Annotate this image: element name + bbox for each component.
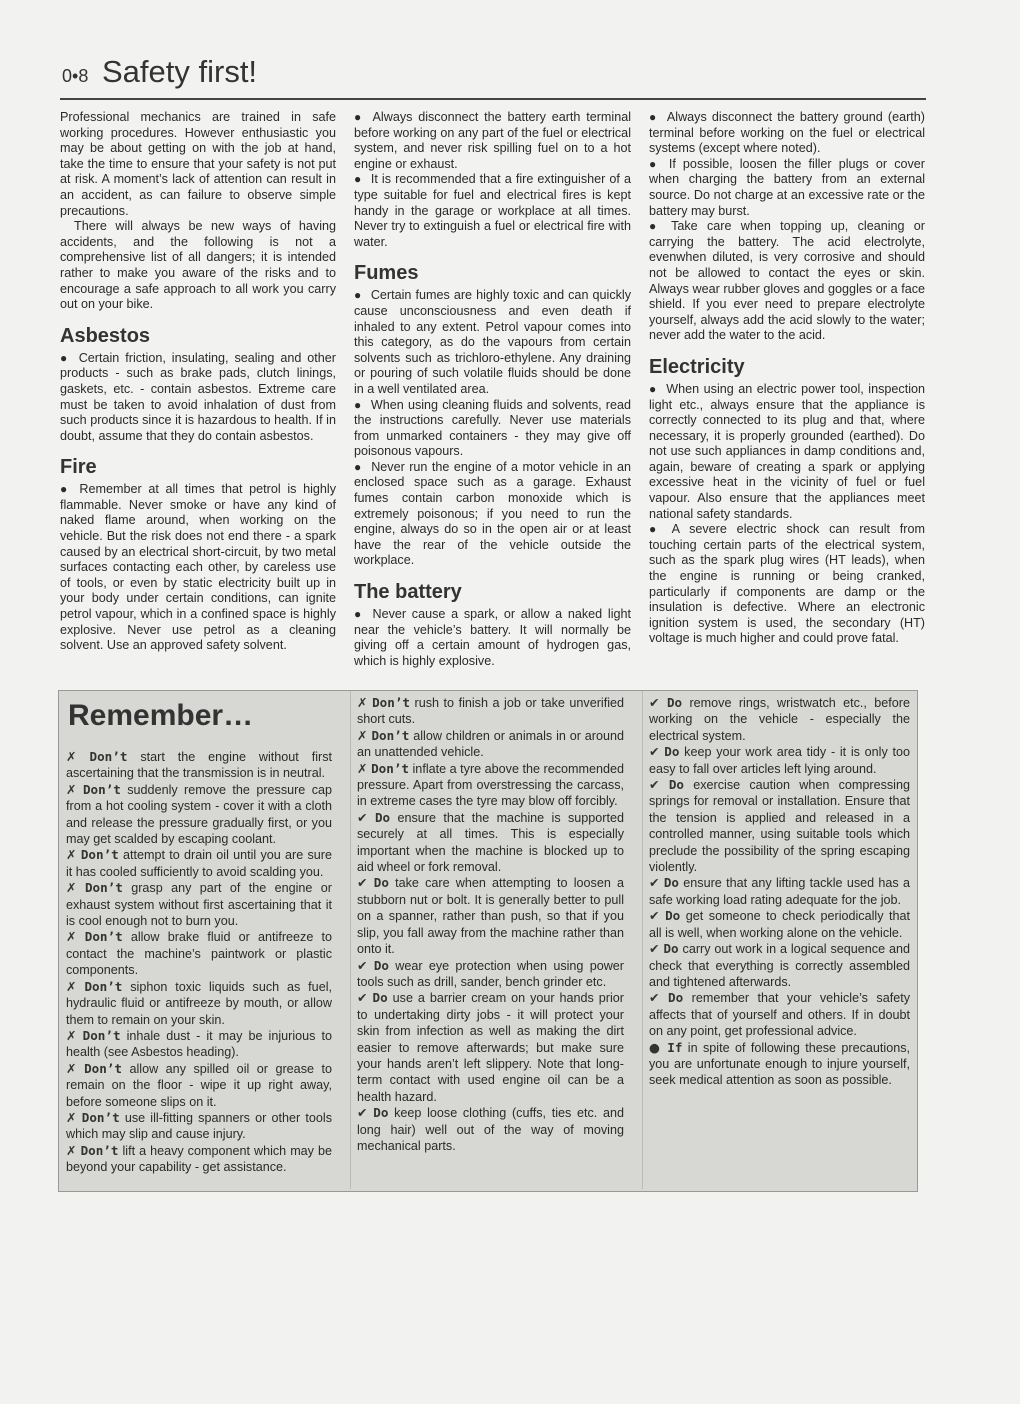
- remember-item: [357, 761, 624, 810]
- cross-icon: ✗: [66, 1027, 77, 1043]
- remember-text: allow children or animals in or around an unattended vehicle.: [357, 728, 625, 760]
- remember-text: use ill-fitting spanners or other tools which may slip and cause injury.: [66, 1110, 332, 1142]
- intro-paragraph: Professional mechanics are trained in safe working procedures. However enthusiastic you may be about getting on with the job at hand, take the time to ensure that your safety is not put at risk. A moment’s lack of attention can result in an accident, as can failure to observe simple precautions.: [60, 110, 336, 218]
- remember-item: [66, 1061, 332, 1110]
- remember-item: [66, 1028, 332, 1061]
- remember-text: take care when attempting to loosen a stubborn nut or bolt. It is generally better to pull on a spanner, rather than push, so that if you slip, you fall away from the machine rather than onto it.: [357, 876, 625, 957]
- remember-keyword: Do: [373, 1105, 389, 1121]
- cross-icon: ✗: [66, 1109, 77, 1125]
- remember-keyword: Do: [663, 941, 679, 957]
- remember-column-3: [642, 691, 916, 1189]
- fumes-bullet: ● When using cleaning fluids and solvents, read the instructions carefully. Never use materials from unmarked containers - they may give off poisonous vapours.: [354, 398, 631, 460]
- remember-text: attempt to drain oil until you are sure it has cooled sufficiently to avoid scalding you.: [66, 848, 332, 879]
- remember-keyword: Don’t: [371, 727, 410, 743]
- remember-item: [649, 695, 910, 744]
- intro-paragraph: There will always be new ways of having accidents, and the following is not a comprehensive list of all dangers; it is intended rather to make you aware of the risks and to encourage a safe approach to all work you carry out on your bike.: [60, 219, 336, 312]
- remember-item: [649, 744, 910, 777]
- cross-icon: ✗: [357, 727, 368, 743]
- page-header: [60, 50, 926, 100]
- remember-item: [649, 1040, 910, 1089]
- checkmark-icon: ✔: [649, 744, 660, 760]
- remember-item: [357, 728, 624, 761]
- remember-text: ensure that the machine is supported securely at all times. This is especially important when the machine is blocked up to aid wheel or fork removal.: [357, 810, 625, 875]
- cross-icon: ✗: [66, 1060, 77, 1076]
- remember-text: rush to finish a job or take unverified short cuts.: [357, 696, 625, 727]
- remember-text: suddenly remove the pressure cap from a hot cooling system - cover it with a cloth and release the pressure gradually first, or you may get scalded by escaping coolant.: [66, 782, 332, 847]
- remember-item: [357, 875, 624, 957]
- remember-item: [66, 782, 332, 848]
- remember-item: [357, 810, 624, 876]
- remember-text: ensure that any lifting tackle used has a safe working load rating adequate for the job.: [649, 876, 910, 907]
- remember-text: start the engine without first ascertaining that the transmission is in neutral.: [66, 750, 332, 781]
- fire-bullet: ● Remember at all times that petrol is highly flammable. Never smoke or have any kind of naked flame around, when working on the vehicle. But the risk does not end there - a spark caused by an electrical short-circuit, by two metal surfaces contacting each other, by careless use of tools, or even by static electricity built up in your body under certain conditions, can ignite petrol vapour, which in a confined space is highly explosive. Never use petrol as a cleaning solvent. Use an approved safety solvent.: [60, 482, 336, 654]
- remember-keyword: Don’t: [80, 1142, 119, 1158]
- remember-keyword: Do: [668, 990, 684, 1006]
- remember-item: [649, 875, 910, 908]
- battery-bullet: ● Always disconnect the battery ground (earth) terminal before working on the fuel or electrical systems (except where noted).: [649, 110, 925, 157]
- remember-item: [357, 958, 624, 991]
- checkmark-icon: ✔: [649, 695, 660, 710]
- remember-text: remove rings, wristwatch etc., before working on the vehicle - especially the electrical system.: [649, 696, 911, 743]
- checkmark-icon: ✔: [357, 1105, 368, 1121]
- remember-text: lift a heavy component which may be beyond your capability - get assistance.: [66, 1143, 332, 1175]
- remember-keyword: Don’t: [371, 760, 409, 776]
- remember-keyword: Don’t: [80, 847, 119, 863]
- cross-icon: ✗: [66, 781, 77, 797]
- cross-icon: ✗: [66, 847, 77, 863]
- electricity-bullet: ● A severe electric shock can result from touching certain parts of the electrical system, such as the spark plug wires (HT leads), when the engine is running or being cranked, particularly if components are damp or the insulation is defective. Where an electronic ignition system is used, the secondary (HT) voltage is much higher and could prove fatal.: [649, 522, 925, 647]
- remember-item: [649, 777, 910, 875]
- electricity-heading: Electricity: [649, 355, 745, 378]
- battery-heading: The battery: [354, 581, 462, 604]
- remember-text: get someone to check periodically that all is well, when working alone on the vehicle.: [649, 909, 911, 940]
- remember-text: inhale dust - it may be injurious to health (see Asbestos heading).: [66, 1028, 332, 1060]
- remember-text: keep your work area tidy - it is only too easy to fall over articles left lying around.: [649, 745, 910, 776]
- remember-keyword: Do: [664, 744, 680, 760]
- fire-bullet: ● Always disconnect the battery earth terminal before working on any part of the fuel or electrical system, and never risk spilling fuel on to a hot engine or exhaust.: [354, 110, 631, 172]
- remember-text: remember that your vehicle’s safety affects that of yourself and others. If in doubt on any point, get professional advice.: [649, 991, 910, 1039]
- cross-icon: ✗: [66, 929, 77, 945]
- remember-text: inflate a tyre above the recommended pressure. Apart from overstressing the carcass, in extreme cases the tyre may blow off forcibly.: [357, 761, 624, 809]
- checkmark-icon: ✔: [649, 990, 660, 1006]
- remember-text: keep loose clothing (cuffs, ties etc. and long hair) well out of the way of moving mechanical parts.: [357, 1106, 624, 1153]
- remember-keyword: Do: [373, 875, 389, 891]
- checkmark-icon: ✔: [357, 875, 368, 891]
- remember-item: [649, 990, 910, 1039]
- remember-keyword: Do: [374, 809, 391, 825]
- fumes-bullet: ● Certain fumes are highly toxic and can quickly cause unconsciousness and even death if inhaled to any extent. Petrol vapour comes into this category, as do the vapours from certain solvents such as trichloro-ethylene. Any draining or pouring of such volatile fluids should be done in a well ventilated area.: [354, 288, 631, 397]
- remember-item: [66, 929, 332, 978]
- battery-bullet: ● Never cause a spark, or allow a naked light near the vehicle’s battery. It will normally be giving off a certain amount of hydrogen gas, which is highly explosive.: [354, 607, 631, 669]
- checkmark-icon: ✔: [649, 777, 660, 793]
- checkmark-icon: ✔: [357, 957, 368, 973]
- remember-item: [66, 749, 332, 782]
- page-number: 0•8: [62, 66, 89, 86]
- remember-column-2: [350, 691, 630, 1189]
- cross-icon: ✗: [66, 880, 77, 896]
- remember-text: siphon toxic liquids such as fuel, hydraulic fluid or antifreeze by mouth, or allow them to remain on your skin.: [66, 979, 332, 1027]
- remember-item: [66, 1110, 332, 1143]
- page-title: Safety first!: [102, 54, 258, 89]
- remember-keyword: Don’t: [84, 1060, 122, 1076]
- remember-item: [66, 847, 332, 880]
- cross-icon: ✗: [66, 749, 77, 764]
- checkmark-icon: ✔: [649, 875, 660, 891]
- remember-text: exercise caution when compressing springs for removal or installation. Ensure that the tension is applied and released in a controlled manner, using suitable tools which preclude the possibility of the spring escaping violently.: [649, 778, 910, 875]
- fumes-bullet: ● Never run the engine of a motor vehicle in an enclosed space such as a garage. Exhaust fumes contain carbon monoxide which is extremely poisonous; if you need to run the engine, always do so in the open air or at least have the rear of the vehicle outside the workplace.: [354, 460, 631, 569]
- electricity-bullet: ● When using an electric power tool, inspection light etc., always ensure that the appliance is correctly connected to its plug and that, where necessary, it is properly grounded (earthed). Do not use such appliances in damp conditions and, again, beware of creating a spark or applying excessive heat in the vicinity of fuel or fuel vapour. Also ensure that the appliances meet national safety standards.: [649, 382, 925, 522]
- column-1: [60, 110, 336, 654]
- remember-keyword: Don’t: [89, 749, 128, 764]
- remember-keyword: Don’t: [84, 929, 123, 945]
- cross-icon: ✗: [66, 1142, 77, 1158]
- remember-item: [649, 908, 910, 941]
- remember-keyword: Don’t: [82, 781, 121, 797]
- remember-keyword: Do: [373, 957, 389, 973]
- remember-text: in spite of following these precautions, you are unfortunate enough to injure yourself, seek medical attention as soon as possible.: [649, 1040, 910, 1088]
- checkmark-icon: ✔: [357, 809, 368, 825]
- remember-item: [357, 990, 624, 1105]
- remember-text: allow brake fluid or antifreeze to contact the machine’s paintwork or plastic components.: [66, 930, 332, 978]
- remember-text: wear eye protection when using power tools such as drill, sander, bench grinder etc.: [357, 958, 624, 989]
- fumes-heading: Fumes: [354, 262, 419, 285]
- fire-heading: Fire: [60, 456, 97, 479]
- remember-keyword: If: [667, 1039, 683, 1055]
- cross-icon: ✗: [357, 760, 368, 776]
- remember-keyword: Don’t: [372, 695, 411, 710]
- remember-item: [357, 695, 624, 728]
- remember-column-1: [60, 691, 338, 1189]
- bullet-icon: ●: [649, 1039, 662, 1055]
- remember-item: [66, 979, 332, 1028]
- fire-bullet: ● It is recommended that a fire extinguisher of a type suitable for fuel and electrical fires is kept handy in the garage or workplace at all times. Never try to extinguish a fuel or electrical fire with water.: [354, 172, 631, 250]
- remember-title: Remember…: [68, 699, 254, 732]
- remember-keyword: Don’t: [84, 880, 123, 896]
- checkmark-icon: ✔: [357, 990, 368, 1006]
- remember-text: grasp any part of the engine or exhaust system without first ascertaining that it is cool enough not to burn you.: [66, 881, 332, 929]
- remember-keyword: Don’t: [84, 978, 123, 994]
- column-3: [649, 110, 925, 647]
- remember-keyword: Do: [665, 908, 681, 924]
- remember-text: carry out work in a logical sequence and check that everything is correctly assembled and tightened afterwards.: [649, 942, 911, 989]
- cross-icon: ✗: [357, 695, 368, 710]
- remember-keyword: Do: [372, 990, 388, 1006]
- remember-keyword: Don’t: [82, 1027, 121, 1043]
- remember-item: [357, 1105, 624, 1154]
- remember-text: use a barrier cream on your hands prior to undertaking dirty jobs - it will protect your skin from infection as well as making the dirt easier to remove afterwards; but make sure your hands aren’t left slippery. Note that long-term contact with used engine oil can be a health hazard.: [357, 991, 624, 1104]
- column-2: [354, 110, 631, 669]
- remember-keyword: Don’t: [81, 1109, 120, 1125]
- remember-keyword: Do: [668, 777, 684, 793]
- remember-box: [58, 690, 918, 1192]
- remember-text: allow any spilled oil or grease to remain on the floor - wipe it up right away, before someone slips on it.: [66, 1061, 332, 1109]
- asbestos-heading: Asbestos: [60, 324, 151, 347]
- checkmark-icon: ✔: [649, 941, 660, 957]
- remember-keyword: Do: [666, 695, 683, 710]
- remember-item: [66, 1143, 332, 1176]
- battery-bullet: ● Take care when topping up, cleaning or carrying the battery. The acid electrolyte, evenwhen diluted, is very corrosive and should not be allowed to contact the eyes or skin. Always wear rubber gloves and goggles or a face shield. If you ever need to prepare electrolyte yourself, always add the acid slowly to the water; never add the water to the acid.: [649, 219, 925, 344]
- battery-bullet: ● If possible, loosen the filler plugs or cover when charging the battery from an external source. Do not charge at an excessive rate or the battery may burst.: [649, 157, 925, 219]
- checkmark-icon: ✔: [649, 908, 660, 924]
- remember-keyword: Do: [663, 875, 680, 891]
- asbestos-bullet: ● Certain friction, insulating, sealing and other products - such as brake pads, clutch linings, gaskets, etc. - contain asbestos. Extreme care must be taken to avoid inhalation of dust from such products since it is hazardous to health. If in doubt, assume that they do contain asbestos.: [60, 351, 336, 445]
- cross-icon: ✗: [66, 978, 77, 994]
- remember-item: [649, 941, 910, 990]
- remember-item: [66, 880, 332, 929]
